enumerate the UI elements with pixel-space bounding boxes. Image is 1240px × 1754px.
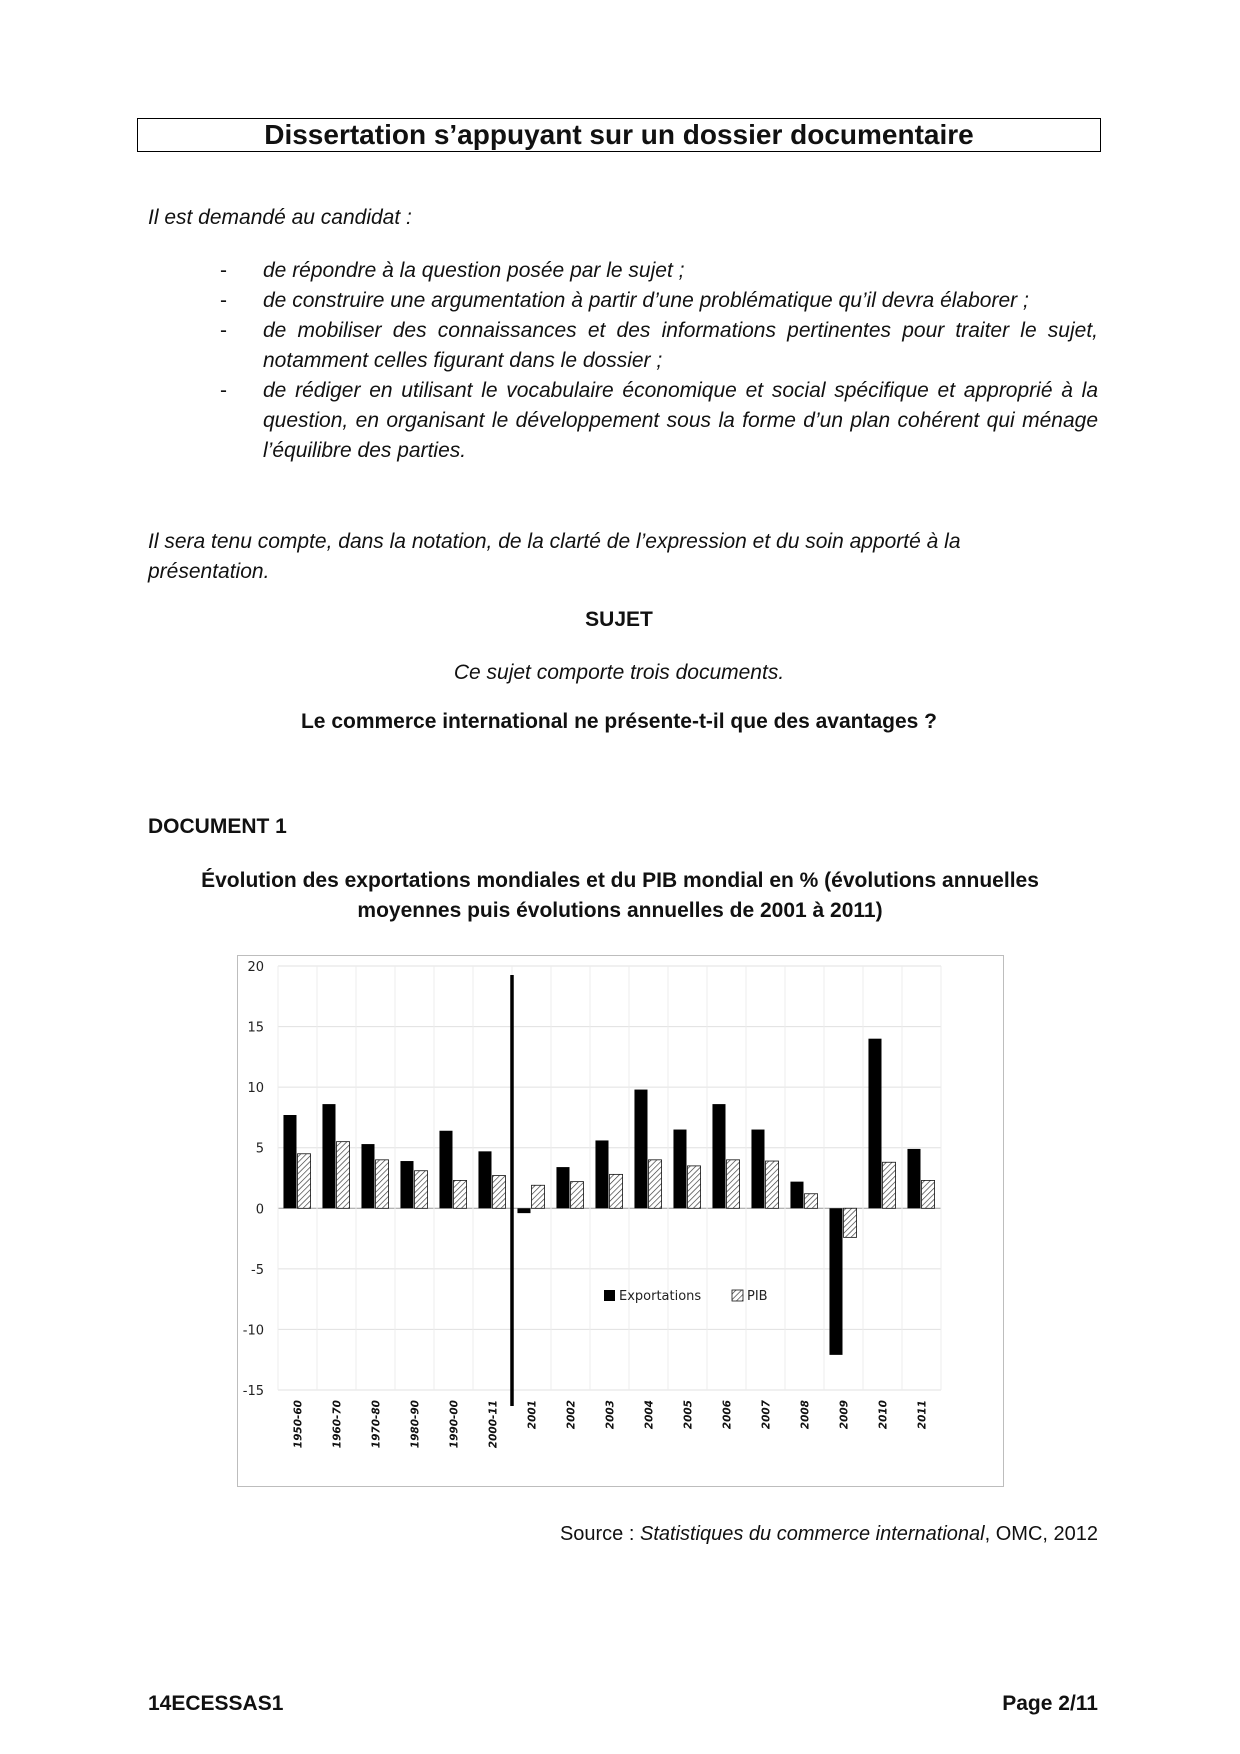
bar-pib	[688, 1166, 701, 1208]
bar-pib	[844, 1208, 857, 1237]
bar-pib	[415, 1171, 428, 1209]
legend-label: PIB	[747, 1289, 768, 1304]
bar-chart	[238, 956, 1005, 1488]
y-tick-label: 5	[255, 1141, 264, 1157]
y-tick-label: 15	[247, 1020, 264, 1036]
x-tick-label: 1950-60	[292, 1400, 305, 1449]
bar-exportations	[478, 1151, 491, 1208]
subject-question: Le commerce international ne présente-t-il que des avantages ?	[300, 710, 938, 733]
y-tick-label: -5	[251, 1262, 264, 1278]
instructions-intro: Il est demandé au candidat :	[148, 206, 412, 229]
instruction-text: de rédiger en utilisant le vocabulaire économique et social spécifique et approprié à la question, en organisant le développement sous la forme d’un plan cohérent qui ménage l’équilibre des parties.	[263, 379, 1098, 462]
y-tick-label: -15	[242, 1384, 264, 1399]
bar-pib	[454, 1180, 467, 1208]
footer-code: 14ECESSAS1	[148, 1692, 284, 1715]
bullet-dash: -	[220, 259, 227, 282]
bar-pib	[922, 1180, 935, 1208]
source-citation	[500, 1523, 1098, 1546]
bar-pib	[727, 1160, 740, 1208]
legend-swatch	[732, 1290, 743, 1301]
bar-pib	[532, 1185, 545, 1208]
bar-pib	[649, 1160, 662, 1208]
bar-exportations	[283, 1115, 296, 1208]
source-prefix: Source :	[559, 1523, 640, 1545]
subject-subtitle: Ce sujet comporte trois documents.	[453, 661, 785, 684]
list-item	[220, 256, 1098, 286]
x-tick-label: 2002	[565, 1400, 578, 1430]
x-tick-label: 2001	[526, 1400, 539, 1430]
bar-exportations	[634, 1090, 647, 1209]
x-tick-label: 1970-80	[370, 1400, 383, 1449]
source-suffix: , OMC, 2012	[984, 1523, 1098, 1545]
bar-pib	[571, 1182, 584, 1209]
x-tick-label: 2006	[721, 1400, 734, 1430]
y-tick-label: 10	[247, 1081, 264, 1097]
legend-label: Exportations	[619, 1289, 702, 1304]
bar-exportations	[439, 1131, 452, 1209]
x-tick-label: 1960-70	[331, 1400, 344, 1449]
x-tick-label: 2009	[838, 1400, 851, 1430]
x-tick-label: 2008	[799, 1400, 812, 1430]
x-tick-label: 1980-90	[409, 1400, 422, 1449]
list-item	[220, 286, 1098, 316]
list-item	[220, 316, 1098, 376]
x-tick-label: 2010	[877, 1400, 890, 1430]
chart-frame	[237, 955, 1004, 1487]
bar-exportations	[907, 1149, 920, 1208]
bar-pib	[610, 1174, 623, 1208]
bar-pib	[766, 1161, 779, 1208]
bar-exportations	[400, 1161, 413, 1208]
x-tick-label: 2004	[643, 1400, 656, 1430]
bar-exportations	[322, 1104, 335, 1208]
bar-pib	[805, 1194, 818, 1209]
x-tick-label: 2000-11	[487, 1400, 500, 1449]
bar-exportations	[829, 1208, 842, 1355]
subject-heading: SUJET	[585, 608, 653, 631]
instruction-text: de construire une argumentation à partir d’une problématique qu’il devra élaborer ;	[263, 289, 1029, 312]
bar-exportations	[712, 1104, 725, 1208]
bar-exportations	[556, 1167, 569, 1208]
document-label: DOCUMENT 1	[148, 815, 287, 838]
bar-exportations	[751, 1130, 764, 1209]
x-tick-label: 2007	[760, 1400, 773, 1430]
bar-pib	[337, 1142, 350, 1209]
instructions-list	[220, 256, 1098, 466]
y-tick-label: 20	[247, 960, 264, 975]
x-tick-label: 2005	[682, 1400, 695, 1430]
footer-page: Page 2/11	[1002, 1692, 1098, 1715]
page-title: Dissertation s’appuyant sur un dossier documentaire	[137, 118, 1101, 152]
y-tick-label: 0	[255, 1202, 264, 1218]
x-tick-label: 2011	[916, 1400, 929, 1430]
bar-exportations	[517, 1208, 530, 1213]
chart-title: Évolution des exportations mondiales et du PIB mondial en % (évolutions annuelles moyennes puis évolutions annuelles de 2001 à 2011)	[201, 869, 1039, 922]
bullet-dash: -	[220, 289, 227, 312]
x-tick-label: 2003	[604, 1400, 617, 1430]
x-tick-label: 1990-00	[448, 1400, 461, 1449]
bar-pib	[883, 1162, 896, 1208]
bar-exportations	[790, 1182, 803, 1209]
notation-note: Il sera tenu compte, dans la notation, de la clarté de l’expression et du soin apporté à la présentation.	[148, 530, 961, 583]
bar-exportations	[868, 1039, 881, 1209]
y-tick-label: -10	[242, 1323, 264, 1339]
instruction-text: de répondre à la question posée par le sujet ;	[263, 259, 685, 282]
bar-exportations	[673, 1130, 686, 1209]
bullet-dash: -	[220, 379, 227, 402]
bar-exportations	[361, 1144, 374, 1208]
legend-swatch	[604, 1290, 615, 1301]
bar-exportations	[595, 1140, 608, 1208]
bar-pib	[493, 1176, 506, 1209]
bar-pib	[376, 1160, 389, 1208]
bar-pib	[298, 1154, 311, 1209]
bullet-dash: -	[220, 319, 227, 342]
instruction-text: de mobiliser des connaissances et des informations pertinentes pour traiter le sujet, notamment celles figurant dans le dossier ;	[263, 319, 1098, 372]
source-title: Statistiques du commerce international	[639, 1523, 985, 1545]
list-item	[220, 376, 1098, 466]
